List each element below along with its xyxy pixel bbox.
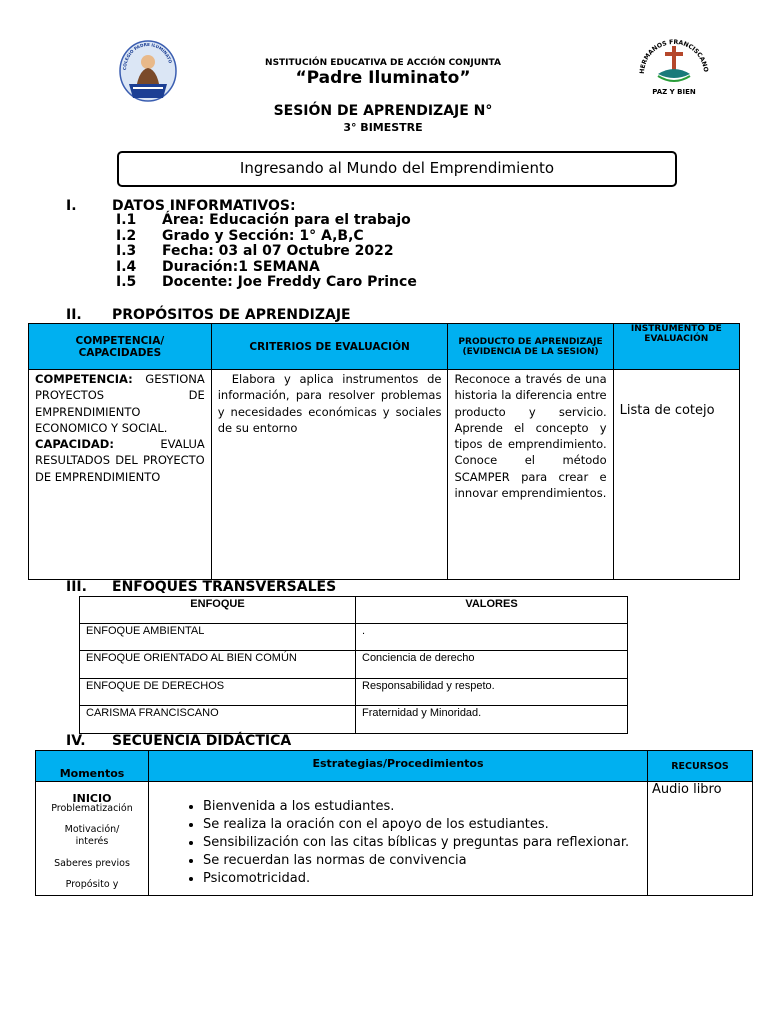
svg-text:COLEGIO PADRE ILUMINATO: COLEGIO PADRE ILUMINATO — [121, 41, 174, 71]
strategy-item: • Psicomotricidad. — [203, 870, 647, 888]
section1-num: I. — [66, 198, 77, 214]
section3-num: III. — [66, 579, 87, 595]
capacidad-label: CAPACIDAD: — [35, 437, 114, 452]
enfoque-row: ENFOQUE ORIENTADO AL BIEN COMÚN Conciencia de derecho — [80, 651, 628, 679]
th-competencia: COMPETENCIA/ CAPACIDADES — [29, 324, 212, 370]
section4-num: IV. — [66, 733, 86, 749]
datos-item: I.3 Fecha: 03 al 07 Octubre 2022 — [116, 243, 394, 260]
session-topic: Ingresando al Mundo del Emprendimiento — [239, 159, 555, 177]
strategy-item: • Bienvenida a los estudiantes. — [203, 798, 647, 816]
producto-cell: Reconoce a través de una historia la diferencia entre producto y servicio. Aprende el concepto y tipos de emprendimiento. Conoce el método SCAMPER para crear e innovar emprendimientos. — [448, 370, 613, 580]
enfoque-row: ENFOQUE AMBIENTAL . — [80, 624, 628, 651]
section1-title: DATOS INFORMATIVOS: — [112, 198, 296, 214]
section3-title: ENFOQUES TRANSVERSALES — [112, 579, 337, 595]
recursos-cell — [648, 782, 753, 896]
datos-item: I.5 Docente: Joe Freddy Caro Prince — [116, 274, 417, 291]
momentos-cell — [36, 782, 149, 896]
momento-item: Saberes previos — [54, 858, 130, 869]
enfoques-table — [79, 596, 628, 734]
competencia-label: COMPETENCIA: — [35, 372, 133, 386]
secuencia-table — [35, 750, 753, 896]
th-valores: VALORES — [356, 597, 628, 624]
enfoque-row: CARISMA FRANCISCANO Fraternidad y Minoridad. — [80, 706, 628, 734]
th-estrategias: Estrategias/Procedimientos — [149, 751, 648, 782]
competencia-cell — [29, 370, 212, 580]
svg-text:HERMANOS FRANCISCANOS: HERMANOS FRANCISCANO — [638, 38, 710, 75]
datos-item: I.2 Grado y Sección: 1° A,B,C — [116, 227, 364, 244]
instrumento-text: Lista de cotejo — [619, 403, 715, 418]
school-name: “Padre Iluminato” — [295, 68, 471, 88]
inicio-label: INICIO — [72, 792, 112, 805]
th-momentos: Momentos — [36, 751, 149, 782]
th-criterios: CRITERIOS DE EVALUACIÓN — [211, 324, 448, 370]
section2-title: PROPÓSITOS DE APRENDIZAJE — [112, 307, 351, 323]
section2-num: II. — [66, 307, 82, 323]
franciscan-logo — [636, 34, 712, 100]
strategy-item: • Se realiza la oración con el apoyo de los estudiantes. — [203, 816, 647, 834]
section4-title: SECUENCIA DIDÁCTICA — [112, 733, 292, 749]
th-enfoque: ENFOQUE — [80, 597, 356, 624]
capacidad-text: EVALUA RESULTADOS DEL PROYECTO DE EMPRENDIMIENTO — [35, 437, 205, 484]
strategy-list — [177, 798, 647, 888]
session-title: SESIÓN DE APRENDIZAJE N° — [273, 103, 493, 119]
momento-item: Motivación/ interés — [64, 824, 120, 847]
logo-motto: PAZ Y BIEN — [652, 88, 696, 96]
enfoque-row: ENFOQUE DE DERECHOS Responsabilidad y respeto. — [80, 679, 628, 706]
datos-list — [116, 213, 417, 291]
propositos-table — [28, 323, 740, 580]
recurso-item: Audio libro — [652, 782, 722, 797]
estrategias-cell — [149, 782, 648, 896]
datos-item: I.1 Área: Educación para el trabajo — [116, 212, 411, 228]
institution-name: NSTITUCIÓN EDUCATIVA DE ACCIÓN CONJUNTA — [265, 58, 501, 68]
school-logo — [119, 40, 177, 102]
instrumento-cell — [613, 370, 739, 580]
datos-item: I.4 Duración:1 SEMANA — [116, 258, 320, 275]
th-recursos: RECURSOS — [648, 751, 753, 782]
th-producto: PRODUCTO DE APRENDIZAJE (EVIDENCIA DE LA SESION) — [448, 324, 613, 370]
strategy-item: • Se recuerdan las normas de convivencia — [203, 852, 647, 870]
momento-item: Problematización — [51, 803, 133, 814]
term: 3° BIMESTRE — [343, 121, 423, 134]
strategy-item: • Sensibilización con las citas bíblicas y preguntas para reflexionar. — [203, 834, 647, 852]
momento-item: Propósito y — [65, 879, 119, 890]
competencia-text: GESTIONA PROYECTOS DE EMPRENDIMIENTO ECONOMICO Y SOCIAL. — [35, 372, 205, 435]
criterio-cell: Elabora y aplica instrumentos de información, para resolver problemas y necesidades económicas y sociales de su entorno — [211, 370, 448, 580]
session-title-box — [117, 151, 677, 187]
th-instrumento: INSTRUMENTO DE EVALUACIÓN — [613, 324, 739, 370]
